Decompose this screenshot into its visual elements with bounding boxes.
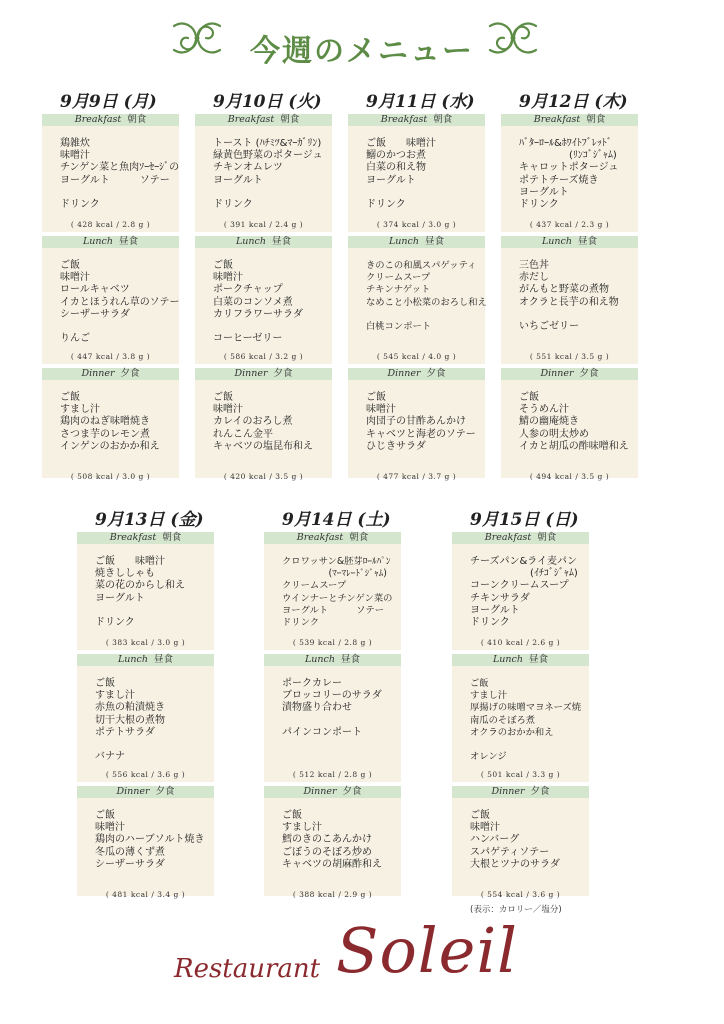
nutrition-info: ( 501 kcal / 3.3 g )	[480, 770, 561, 779]
breakfast-bar	[264, 532, 401, 544]
lunch-box	[264, 654, 401, 782]
meal-name-jp: 朝食	[127, 114, 147, 125]
meal-name-jp: 夕食	[530, 786, 550, 797]
meal-name-jp: 朝食	[280, 114, 300, 125]
breakfast-bar	[452, 532, 589, 544]
dinner-box	[77, 786, 214, 896]
meal-name-jp: 朝食	[349, 532, 369, 543]
meal-name-jp: 夕食	[120, 368, 140, 379]
dinner-box	[452, 786, 589, 896]
meal-name-en: Dinner	[491, 786, 525, 797]
nutrition-info: ( 383 kcal / 3.0 g )	[105, 638, 186, 647]
page-title: 今週のメニュー	[250, 34, 474, 69]
nutrition-info: ( 447 kcal / 3.8 g )	[70, 352, 151, 361]
meal-name-jp: 夕食	[426, 368, 446, 379]
meal-items: ご飯 すまし汁 厚揚げの味噌マヨネーズ焼 南瓜のそぼろ煮 オクラのおかか和え オレンジ	[470, 678, 582, 763]
breakfast-box	[195, 114, 332, 232]
meal-items: ご飯 味噌汁 肉団子の甘酢あんかけ キャベツと海老のソテー ひじきサラダ	[366, 392, 476, 452]
nutrition-info: ( 388 kcal / 2.9 g )	[292, 890, 373, 899]
meal-items: ご飯 そうめん汁 鯖の幽庵焼き 人参の明太炒め イカと胡瓜の酢味噌和え	[519, 392, 629, 452]
breakfast-bar	[195, 114, 332, 126]
flourish-ornament-right	[486, 16, 540, 60]
meal-name-jp: 昼食	[271, 236, 291, 247]
nutrition-info: ( 481 kcal / 3.4 g )	[105, 890, 186, 899]
meal-name-en: Lunch	[236, 236, 266, 247]
day-card-wed	[348, 92, 487, 481]
breakfast-bar	[348, 114, 485, 126]
breakfast-box	[452, 532, 589, 650]
breakfast-box	[501, 114, 638, 232]
dinner-bar	[42, 368, 179, 380]
meal-name-jp: 夕食	[155, 786, 175, 797]
logo-word-restaurant: Restaurant	[174, 954, 321, 984]
nutrition-info: ( 586 kcal / 3.2 g )	[223, 352, 304, 361]
meal-items: 三色丼 赤だし がんもと野菜の煮物 オクラと長芋の和え物 いちごゼリー	[519, 260, 619, 333]
meal-name-jp: 夕食	[342, 786, 362, 797]
breakfast-box	[348, 114, 485, 232]
nutrition-info: ( 428 kcal / 2.8 g )	[70, 220, 151, 229]
meal-items: ご飯 すまし汁 赤魚の粕漬焼き 切干大根の煮物 ポテトサラダ バナナ	[95, 678, 165, 763]
nutrition-info: ( 551 kcal / 3.5 g )	[529, 352, 610, 361]
meal-items: ポークカレー ブロッコリーのサラダ 漬物盛り合わせ パインコンポート	[282, 678, 382, 738]
nutrition-info: ( 554 kcal / 3.6 g )	[480, 890, 561, 899]
nutrition-info: ( 391 kcal / 2.4 g )	[223, 220, 304, 229]
meal-name-en: Breakfast	[533, 114, 581, 125]
meal-name-jp: 朝食	[537, 532, 557, 543]
nutrition-info: ( 410 kcal / 2.6 g )	[480, 638, 561, 647]
day-date: 9月14日 (土)	[282, 510, 391, 530]
meal-items: ご飯 味噌汁 焼きししゃも 菜の花のからし和え ヨーグルト ドリンク	[95, 556, 185, 629]
lunch-box	[348, 236, 485, 364]
meal-items: ご飯 味噌汁 ハンバーグ スパゲティソテー 大根とツナのサラダ	[470, 810, 560, 870]
meal-name-en: Lunch	[542, 236, 572, 247]
lunch-box	[195, 236, 332, 364]
nutrition-info: ( 545 kcal / 4.0 g )	[376, 352, 457, 361]
meal-name-jp: 昼食	[424, 236, 444, 247]
day-date: 9月11日 (水)	[366, 92, 475, 112]
dinner-box	[501, 368, 638, 478]
meal-name-jp: 朝食	[162, 532, 182, 543]
lunch-box	[452, 654, 589, 782]
lunch-bar	[195, 236, 332, 248]
lunch-bar	[348, 236, 485, 248]
meal-items: ﾊﾞﾀｰﾛｰﾙ&ﾎﾜｲﾄﾌﾞﾚｯﾄﾞ (ﾘﾝｺﾞｼﾞｬﾑ) キャロットポタージュ ポテトチーズ焼き ヨーグルト ドリンク	[519, 138, 619, 211]
day-card-thu	[501, 92, 638, 481]
breakfast-bar	[501, 114, 638, 126]
dinner-bar	[77, 786, 214, 798]
nutrition-info: ( 494 kcal / 3.5 g )	[529, 472, 610, 481]
day-date: 9月12日 (木)	[519, 92, 628, 112]
breakfast-bar	[77, 532, 214, 544]
meal-name-jp: 昼食	[118, 236, 138, 247]
meal-name-jp: 昼食	[153, 654, 173, 665]
meal-name-jp: 昼食	[340, 654, 360, 665]
breakfast-box	[264, 532, 401, 650]
dinner-box	[195, 368, 332, 478]
nutrition-info: ( 556 kcal / 3.6 g )	[105, 770, 186, 779]
meal-items: トースト (ﾊﾁﾐﾂ&ﾏｰｶﾞﾘﾝ) 緑黄色野菜のポタージュ チキンオムレツ ヨーグルト ドリンク	[213, 138, 323, 211]
nutrition-info: ( 437 kcal / 2.3 g )	[529, 220, 610, 229]
meal-items: ご飯 すまし汁 鶏肉のねぎ味噌焼き さつま芋のレモン煮 インゲンのおかか和え	[60, 392, 160, 452]
meal-items: ご飯 味噌汁 ロールキャベツ イカとほうれん草のソテー シーザーサラダ りんご	[60, 260, 180, 345]
nutrition-info: ( 512 kcal / 2.8 g )	[292, 770, 373, 779]
dinner-bar	[501, 368, 638, 380]
day-card-sun	[452, 510, 589, 899]
dinner-bar	[264, 786, 401, 798]
meal-items: 鶏雑炊 味噌汁 チンゲン菜と魚肉ｿｰｾｰｼﾞの ヨーグルト ソテー ドリンク	[60, 138, 180, 211]
legend-note: (表示：カロリー／塩分)	[470, 905, 562, 915]
lunch-bar	[501, 236, 638, 248]
meal-name-jp: 昼食	[528, 654, 548, 665]
lunch-bar	[452, 654, 589, 666]
dinner-box	[264, 786, 401, 896]
lunch-bar	[264, 654, 401, 666]
meal-name-en: Dinner	[234, 368, 268, 379]
day-card-sat	[264, 510, 401, 899]
meal-name-en: Breakfast	[74, 114, 122, 125]
meal-name-jp: 昼食	[577, 236, 597, 247]
dinner-box	[42, 368, 179, 478]
nutrition-info: ( 374 kcal / 3.0 g )	[376, 220, 457, 229]
day-date: 9月9日 (月)	[60, 92, 157, 112]
lunch-box	[42, 236, 179, 364]
lunch-box	[501, 236, 638, 364]
meal-items: ご飯 すまし汁 鱈のきのこあんかけ ごぼうのそぼろ炒め キャベツの胡麻酢和え	[282, 810, 382, 870]
meal-items: チーズパン&ライ麦パン (ｲﾁｺﾞｼﾞｬﾑ) コーンクリームスープ チキンサラダ ヨーグルト ドリンク	[470, 556, 578, 629]
dinner-box	[348, 368, 485, 478]
meal-name-en: Breakfast	[296, 532, 344, 543]
meal-name-en: Breakfast	[109, 532, 157, 543]
dinner-bar	[452, 786, 589, 798]
dinner-bar	[195, 368, 332, 380]
day-date: 9月15日 (日)	[470, 510, 579, 530]
nutrition-info: ( 420 kcal / 3.5 g )	[223, 472, 304, 481]
meal-name-en: Dinner	[81, 368, 115, 379]
nutrition-info: ( 539 kcal / 2.8 g )	[292, 638, 373, 647]
day-card-fri	[77, 510, 214, 899]
logo-word-soleil: Soleil	[336, 914, 518, 987]
meal-name-en: Breakfast	[227, 114, 275, 125]
nutrition-info: ( 508 kcal / 3.0 g )	[70, 472, 151, 481]
day-date: 9月10日 (火)	[213, 92, 322, 112]
meal-name-en: Dinner	[387, 368, 421, 379]
meal-items: ご飯 味噌汁 カレイのおろし煮 れんこん金平 キャベツの塩昆布和え	[213, 392, 313, 452]
nutrition-info: ( 477 kcal / 3.7 g )	[376, 472, 457, 481]
breakfast-box	[77, 532, 214, 650]
lunch-bar	[42, 236, 179, 248]
meal-items: ご飯 味噌汁 鰯のかつお煮 白菜の和え物 ヨーグルト ドリンク	[366, 138, 436, 211]
meal-name-jp: 朝食	[586, 114, 606, 125]
day-card-tue	[195, 92, 332, 481]
dinner-bar	[348, 368, 485, 380]
day-card-mon	[42, 92, 180, 481]
meal-name-jp: 夕食	[579, 368, 599, 379]
lunch-bar	[77, 654, 214, 666]
meal-items: ご飯 味噌汁 鶏肉のハーブソルト焼き 冬瓜の薄くず煮 シーザーサラダ	[95, 810, 205, 870]
meal-name-en: Lunch	[83, 236, 113, 247]
day-date: 9月13日 (金)	[95, 510, 204, 530]
meal-items: クロワッサン&胚芽ﾛｰﾙﾊﾟﾝ (ﾏｰﾏﾚｰﾄﾞｼﾞｬﾑ) クリームスープ ウインナーとチンゲン菜の ヨーグルト ソテー ドリンク	[282, 556, 393, 629]
meal-name-en: Dinner	[116, 786, 150, 797]
breakfast-box	[42, 114, 179, 232]
meal-name-en: Breakfast	[484, 532, 532, 543]
meal-items: ご飯 味噌汁 ポークチャップ 白菜のコンソメ煮 カリフラワーサラダ コーヒーゼリー	[213, 260, 303, 345]
meal-name-en: Dinner	[303, 786, 337, 797]
meal-name-en: Lunch	[305, 654, 335, 665]
meal-name-en: Lunch	[389, 236, 419, 247]
meal-name-jp: 夕食	[273, 368, 293, 379]
restaurant-logo	[174, 910, 574, 1000]
lunch-box	[77, 654, 214, 782]
meal-name-en: Breakfast	[380, 114, 428, 125]
breakfast-bar	[42, 114, 179, 126]
meal-name-en: Lunch	[493, 654, 523, 665]
meal-name-en: Dinner	[540, 368, 574, 379]
meal-items: きのこの和風スパゲッティ クリームスープ チキンナゲット なめこと小松菜のおろし和え 白桃コンポート	[366, 260, 487, 333]
meal-name-jp: 朝食	[433, 114, 453, 125]
meal-name-en: Lunch	[118, 654, 148, 665]
